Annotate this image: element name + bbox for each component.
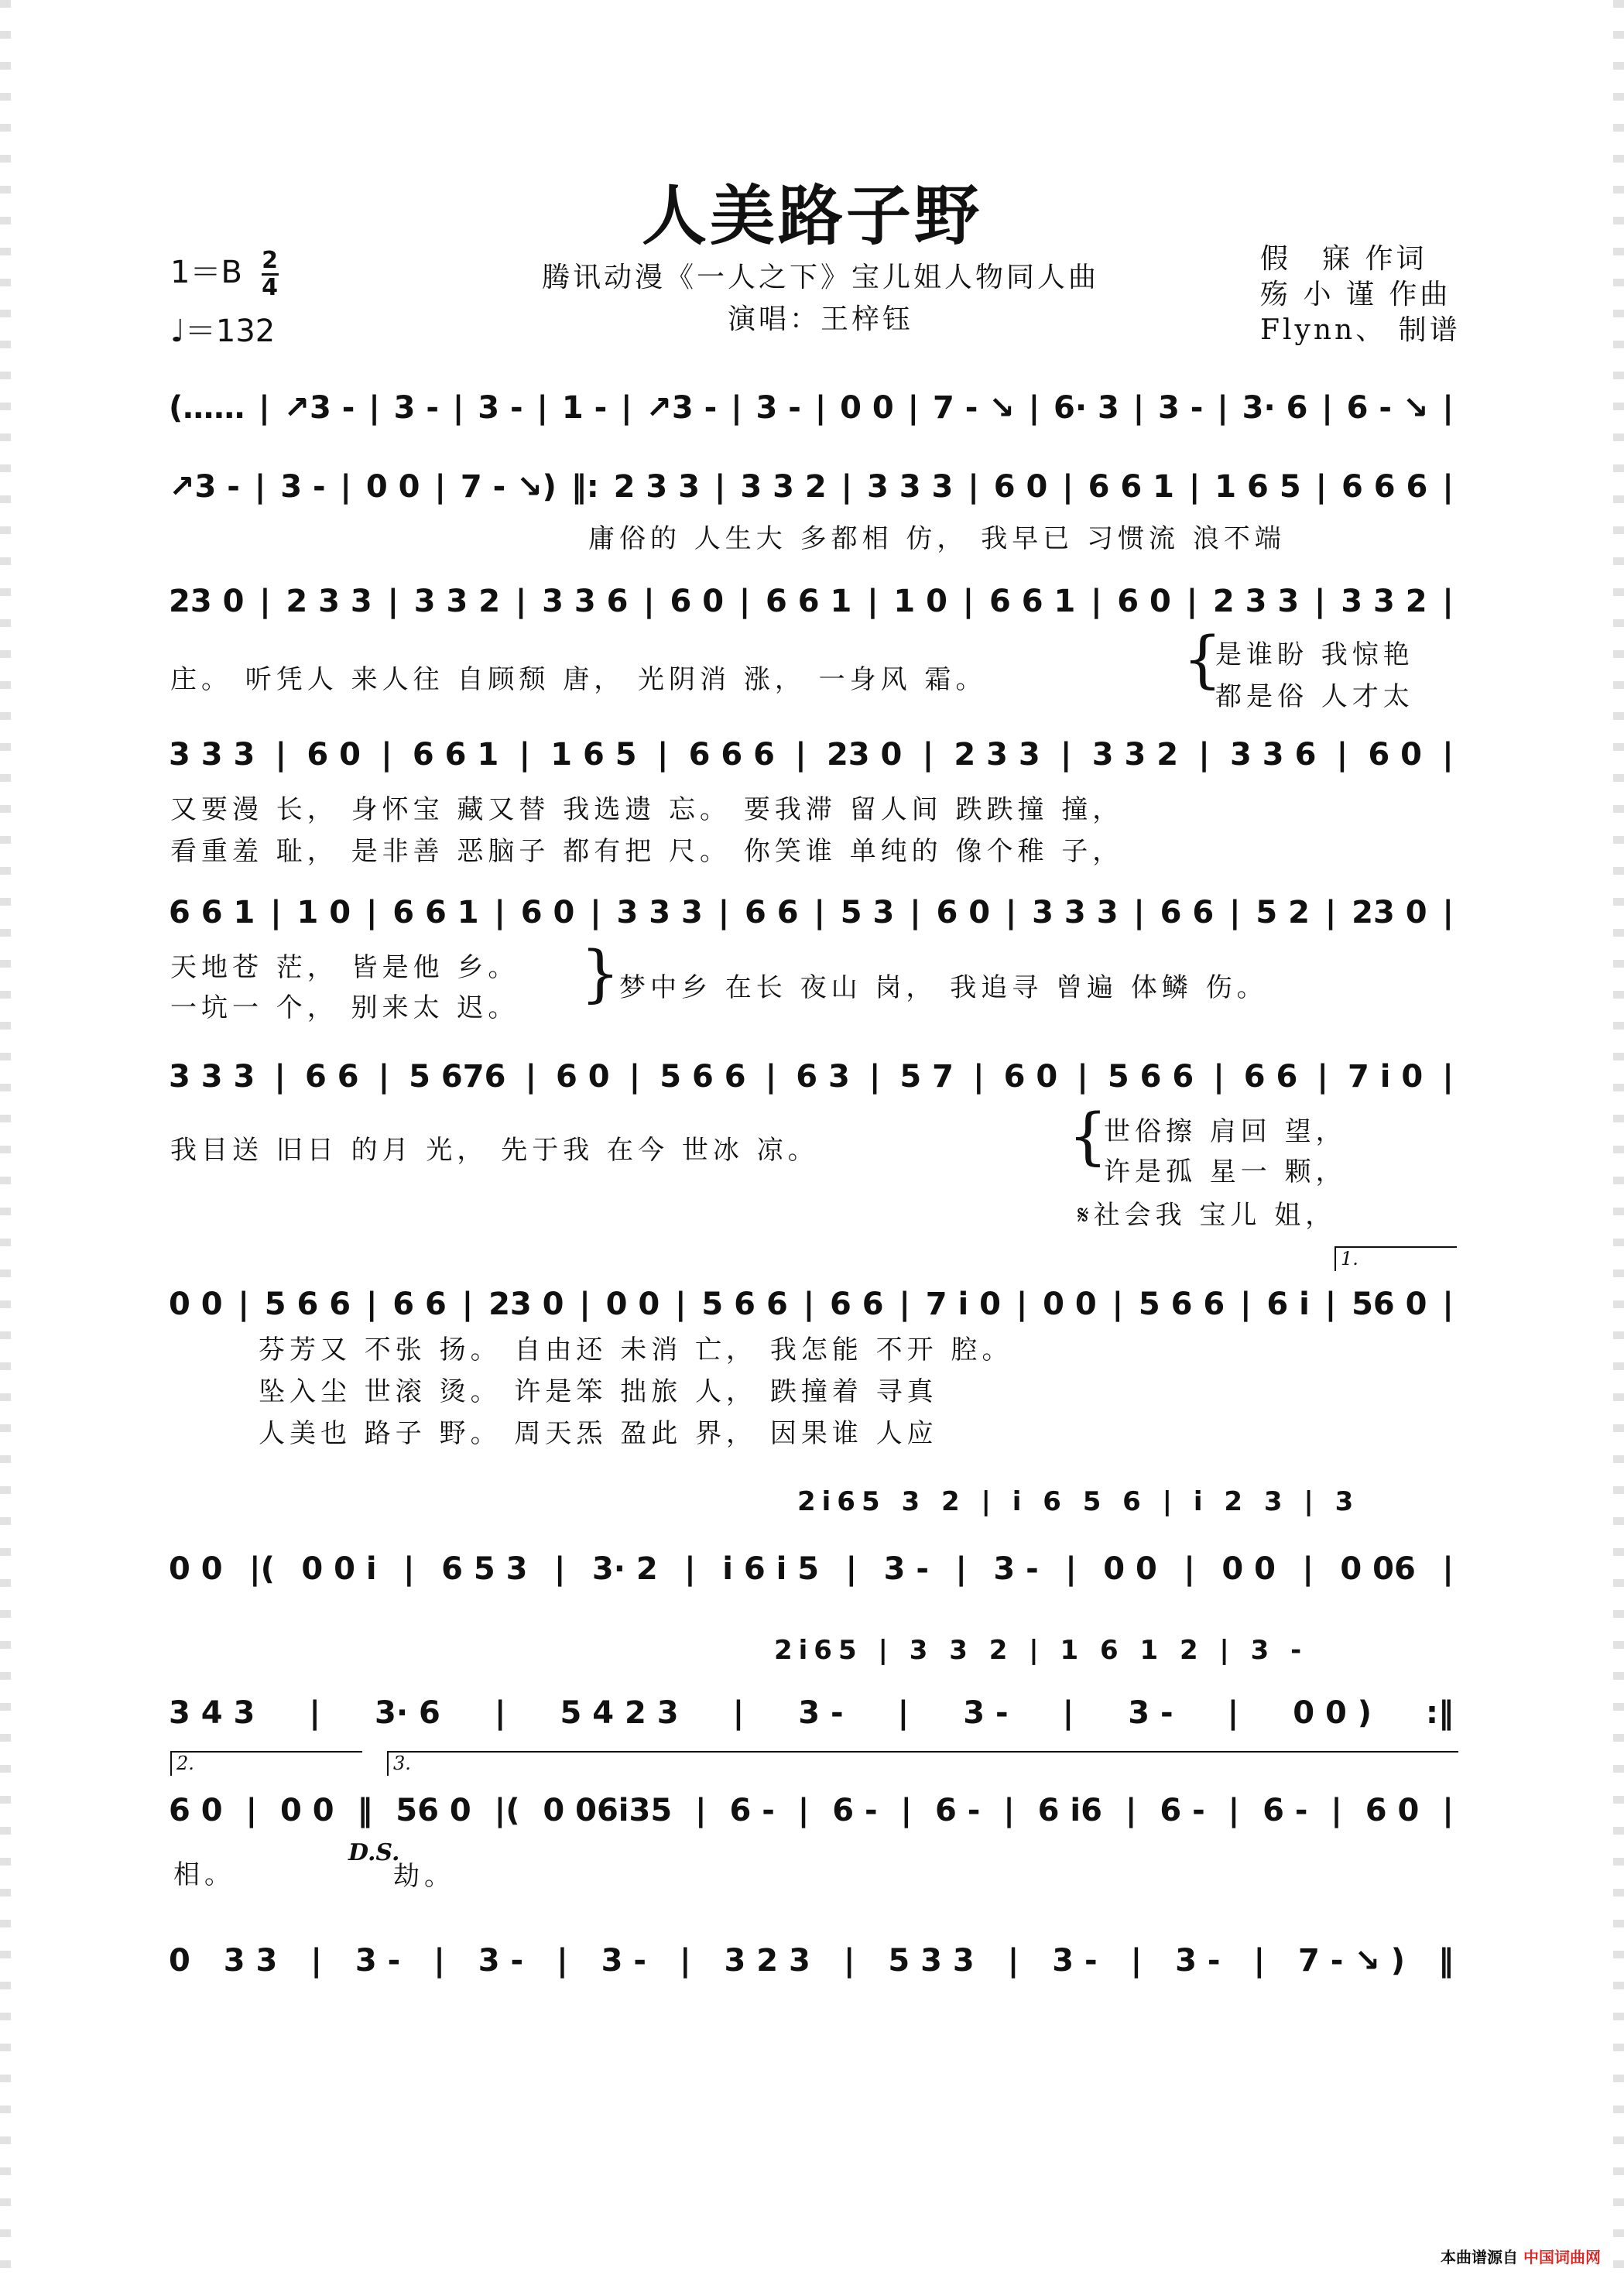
note-group: 6 6 1 (392, 895, 479, 930)
note-group: 6 6 1 (1088, 469, 1174, 505)
note-group: 3 3 3 (616, 895, 703, 930)
barline: | (731, 390, 742, 426)
note-group: 3 - (1175, 1943, 1221, 1979)
barline: | (1125, 1793, 1137, 1828)
note-group: 0 0 (169, 1287, 223, 1322)
barline: | (340, 469, 352, 505)
barline: | (1442, 1793, 1454, 1828)
barline: | (387, 584, 399, 619)
barline: | (973, 1059, 985, 1095)
note-group: 23 0 (488, 1287, 564, 1322)
music-row-1 (169, 381, 1454, 435)
note-group: 5 6 6 (1107, 1059, 1194, 1095)
barline: | (553, 1551, 566, 1587)
barline: | (519, 737, 531, 773)
note-group: 6 0 (169, 1793, 223, 1828)
note-group: 6 3 (796, 1059, 850, 1095)
note-group: 3 3 6 (542, 584, 629, 619)
barline: | (1324, 1287, 1337, 1322)
barline: | (869, 1059, 881, 1095)
note-group: 6 - ↘ (1346, 390, 1429, 426)
barline: | (1090, 584, 1102, 619)
barline: | (955, 1551, 967, 1587)
barline: | (494, 1695, 506, 1731)
barline: | (270, 895, 282, 930)
music-row-2 (169, 460, 1454, 514)
barline: | (1060, 737, 1072, 773)
time-signature-bottom: 4 (262, 273, 279, 301)
note-group: 6 6 (744, 895, 799, 930)
note-group: 1 - (561, 390, 608, 426)
note-group: 5 4 2 3 (560, 1695, 679, 1731)
note-group: 3 3 6 (1230, 737, 1317, 773)
barline: | (434, 469, 446, 505)
barline: | (1331, 1793, 1342, 1828)
barline: | (841, 469, 853, 505)
note-group: 0 0 (1103, 1551, 1157, 1587)
verse-bracket: } (581, 937, 620, 1009)
note-group: 3 - (1128, 1695, 1173, 1731)
note-group: 6 - (934, 1793, 981, 1828)
left-margin-watermark (0, 0, 11, 2282)
note-group: 3 - (478, 1943, 524, 1979)
barline: | (1184, 1551, 1195, 1587)
barline: | (310, 1943, 322, 1979)
barline: | (803, 1287, 815, 1322)
volta-3: 3. (387, 1751, 1458, 1776)
note-group: 3 - (478, 390, 523, 426)
note-group: 6 0 (1003, 1059, 1058, 1095)
note-group: 6 6 1 (988, 584, 1076, 619)
barline: | (695, 1793, 707, 1828)
note-group: 6 6 (304, 1059, 359, 1095)
barline: | (765, 1059, 777, 1095)
barline: | (238, 1287, 249, 1322)
barline: | (738, 584, 751, 619)
right-margin-watermark (1613, 0, 1624, 2282)
music-row-9 (169, 1686, 1454, 1740)
note-group: 0 (169, 1943, 190, 1979)
tempo-mark: ♩＝132 (170, 314, 276, 349)
note-group: 1 6 5 (550, 737, 637, 773)
note-group: 5 676 (409, 1059, 506, 1095)
note-group: 23 0 (826, 737, 903, 773)
note-group: 3 - (355, 1943, 401, 1979)
music-row-8 (169, 1542, 1454, 1596)
note-group: 6 - (729, 1793, 775, 1828)
note-group: 56 0 (1352, 1287, 1427, 1322)
time-signature-top: 2 (262, 246, 279, 274)
note-group: 7 - ↘ ) (1298, 1943, 1406, 1979)
note-group: 6 0 (1368, 737, 1422, 773)
note-group: 6 0 (993, 469, 1048, 505)
barline: | (845, 1551, 858, 1587)
barline: |( (494, 1793, 520, 1828)
barline: | (579, 1287, 591, 1322)
note-group: 0 0 ) (1293, 1695, 1372, 1731)
barline: | (843, 1943, 855, 1979)
key-time-signature (170, 248, 279, 299)
note-group: 6 - (1263, 1793, 1308, 1828)
barline: | (1132, 390, 1145, 426)
note-group: 3 3 3 (169, 1059, 255, 1095)
lyric-line: 许是孤 星一 颗， (1104, 1156, 1347, 1187)
note-group: 56 0 (396, 1793, 471, 1828)
barline: | (1442, 737, 1454, 773)
barline: | (968, 469, 979, 505)
note-group: 6 6 1 (766, 584, 852, 619)
segno-lyric-line: 𝄋社会我 宝儿 姐， (1078, 1200, 1337, 1231)
note-group: 0 0 i (301, 1551, 377, 1587)
barline: | (1065, 1551, 1077, 1587)
performer: 演唱：王梓钰 (728, 303, 914, 335)
note-group: 1 0 (893, 584, 947, 619)
barline: | (1442, 390, 1454, 426)
barline: | (378, 1059, 390, 1095)
barline: | (1442, 584, 1454, 619)
barline: | (275, 737, 287, 773)
note-group: 23 0 (169, 584, 245, 619)
music-row-6 (169, 1050, 1454, 1104)
note-group: 5 6 6 (660, 1059, 746, 1095)
barline: | (679, 1943, 691, 1979)
barline: | (461, 1287, 474, 1322)
note-group: 0 0 (840, 390, 894, 426)
verse-bracket: { (1183, 623, 1222, 695)
volta-2: 2. (170, 1751, 362, 1776)
barline: | (1336, 737, 1348, 773)
composer-credit: 殇 小 谨 作曲 (1260, 279, 1451, 310)
note-group: 3· 2 (591, 1551, 658, 1587)
barline: | (718, 895, 730, 930)
note-group: 5 2 (1256, 895, 1310, 930)
note-group: 6 0 (1365, 1793, 1420, 1828)
barline: | (1028, 390, 1040, 426)
note-group: 6 i (1266, 1287, 1310, 1322)
barline: | (907, 390, 920, 426)
barline: | (381, 737, 392, 773)
barline: | (259, 390, 270, 426)
barline: | (452, 390, 464, 426)
barline: | (1324, 895, 1337, 930)
key-signature: 1＝B (170, 255, 242, 290)
note-group: 5 7 (899, 1059, 954, 1095)
note-group: i 6 i 5 (722, 1551, 820, 1587)
note-group: 3 - (993, 1551, 1039, 1587)
barline: | (732, 1695, 745, 1731)
lyric-line: 看重羞 耻， 是非善 恶脑子 都有把 尺。 你笑谁 单纯的 像个稚 子， (170, 836, 1124, 867)
note-group: 3 - (1052, 1943, 1098, 1979)
verse-bracket: { (1068, 1100, 1108, 1172)
barline: | (1227, 1695, 1239, 1731)
note-group: 3 3 2 (740, 469, 827, 505)
note-group: 6· 3 (1053, 390, 1119, 426)
note-group: 3 3 2 (1091, 737, 1179, 773)
note-group: 3 - (393, 390, 439, 426)
barline: | (797, 1793, 810, 1828)
note-group: ↗3 - (283, 390, 355, 426)
barline: ‖ (1438, 1943, 1454, 1979)
note-group: 6 i6 (1037, 1793, 1102, 1828)
note-group: 6 6 (1160, 895, 1215, 930)
note-group: 5 6 6 (1138, 1287, 1225, 1322)
note-group: ↗3 - (169, 469, 240, 505)
barline: | (1007, 1943, 1019, 1979)
note-group: 6 6 1 (412, 737, 499, 773)
note-group: 0 0 (169, 1551, 223, 1587)
note-group: ↗3 - (646, 390, 718, 426)
note-group: 6 0 (670, 584, 725, 619)
note-group: 3· 6 (375, 1695, 440, 1731)
barline: | (1003, 1793, 1015, 1828)
note-group: 5 6 6 (701, 1287, 788, 1322)
barline: | (1186, 584, 1198, 619)
footer-source-label: 本曲谱源自 (1441, 2248, 1519, 2267)
note-group: 6 0 (556, 1059, 610, 1095)
music-row-5 (169, 886, 1454, 940)
note-group: 7 i 0 (925, 1287, 1001, 1322)
note-group: 0 0 (1043, 1287, 1097, 1322)
barline: | (795, 737, 807, 773)
note-group: 0 0 (279, 1793, 334, 1828)
lyric-line: 梦中乡 在长 夜山 岗， 我追寻 曾遍 体鳞 伤。 (619, 972, 1268, 1003)
note-group: 2 3 3 (613, 469, 700, 505)
note-group: 3 - (755, 390, 801, 426)
barline: | (245, 1793, 258, 1828)
note-group: 0 0 (365, 469, 420, 505)
barline: | (643, 584, 655, 619)
time-signature (262, 246, 279, 301)
barline: | (254, 469, 266, 505)
note-group: 1 0 (296, 895, 351, 930)
note-group: (…… (169, 390, 245, 426)
barline: | (814, 390, 827, 426)
barline: | (368, 390, 380, 426)
barline: | (1442, 895, 1454, 930)
ossia-line-2: 2i65 | 3 3 2 | 1 6 1 2 | 3 - (774, 1635, 1308, 1666)
note-group: 0 0 (605, 1287, 660, 1322)
note-group: 3 - (963, 1695, 1009, 1731)
note-group: 6 0 (936, 895, 991, 930)
note-group: 0 06i35 (543, 1793, 673, 1828)
barline: | (309, 1695, 320, 1731)
note-group: 0 06 (1340, 1551, 1416, 1587)
note-group: 6 - (1160, 1793, 1205, 1828)
barline: | (365, 895, 378, 930)
volta-1: 1. (1334, 1246, 1457, 1271)
lyric-line: 都是俗 人才太 (1215, 681, 1414, 712)
ds-mark: D.S. (348, 1839, 400, 1866)
note-group: 6 6 (829, 1287, 884, 1322)
barline: | (900, 1793, 913, 1828)
barline: | (1213, 1059, 1225, 1095)
barline: | (557, 1943, 568, 1979)
note-group: 6 6 6 (688, 737, 775, 773)
lyric-line: 劫。 (393, 1861, 455, 1892)
note-group: 3 3 3 (867, 469, 954, 505)
barline: | (1016, 1287, 1028, 1322)
music-row-10 (169, 1783, 1454, 1838)
barline: | (1229, 895, 1241, 930)
barline: | (620, 390, 632, 426)
note-group: 6 0 (307, 737, 361, 773)
barline: | (1317, 1059, 1328, 1095)
note-group: 3 4 3 (169, 1695, 255, 1731)
lyric-line: 一坑一 个， 别来太 迟。 (170, 992, 519, 1023)
note-group: 6 6 (392, 1287, 447, 1322)
note-group: 3 3 2 (413, 584, 501, 619)
note-group: 0 0 (1221, 1551, 1276, 1587)
subtitle: 腾讯动漫《一人之下》宝儿姐人物同人曲 (542, 262, 1100, 293)
note-group: 3 - (280, 469, 326, 505)
barline: :‖ (1426, 1695, 1454, 1731)
barline: | (675, 1287, 687, 1322)
barline: | (1228, 1793, 1240, 1828)
note-group: 3 3 3 (169, 737, 255, 773)
barline: | (515, 584, 527, 619)
barline: | (1442, 469, 1454, 505)
barline: | (922, 737, 934, 773)
barline: ‖ (357, 1793, 373, 1828)
note-group: 6 6 6 (1341, 469, 1428, 505)
barline: | (1112, 1287, 1124, 1322)
note-group: 3 3 (223, 1943, 278, 1979)
barline: | (1240, 1287, 1252, 1322)
barline: | (1005, 895, 1017, 930)
lyric-line: 庸俗的 人生大 多都相 仿， 我早已 习惯流 浪不端 (588, 523, 1286, 554)
barline: | (1442, 1551, 1454, 1587)
music-row-4 (169, 728, 1454, 782)
note-group: 6 0 (1117, 584, 1171, 619)
footer-site-name: 中国词曲网 (1523, 2248, 1601, 2267)
song-title: 人美路子野 (641, 177, 982, 254)
barline: | (590, 895, 601, 930)
barline: |( (249, 1551, 275, 1587)
barline: | (1315, 469, 1328, 505)
barline: | (1130, 1943, 1143, 1979)
note-group: 2 3 3 (1212, 584, 1300, 619)
note-group: 6 - (832, 1793, 878, 1828)
barline: | (1133, 895, 1145, 930)
barline: | (274, 1059, 286, 1095)
barline: | (494, 895, 505, 930)
barline: | (1442, 1059, 1454, 1095)
barline: | (910, 895, 921, 930)
barline: | (629, 1059, 641, 1095)
note-group: 3 - (1158, 390, 1204, 426)
barline: | (1321, 390, 1333, 426)
barline: | (1314, 584, 1326, 619)
note-group: 5 3 (840, 895, 895, 930)
barline: | (656, 737, 669, 773)
barline: | (814, 895, 825, 930)
note-group: 3· 6 (1242, 390, 1308, 426)
note-group: 2 3 3 (286, 584, 372, 619)
note-group: 3 3 3 (1032, 895, 1119, 930)
barline: | (1217, 390, 1228, 426)
barline: | (1077, 1059, 1088, 1095)
note-group: 6 5 3 (441, 1551, 528, 1587)
lyric-line: 又要漫 长， 身怀宝 藏又替 我选遗 忘。 要我滞 留人间 跌跌撞 撞， (170, 794, 1124, 825)
ossia-line-1: 2i65 3 2 | i 6 5 6 | i 2 3 | 3 (797, 1486, 1360, 1517)
note-group: 3 - (798, 1695, 844, 1731)
lyricist-credit: 假 寐 作词 (1260, 243, 1427, 275)
note-group: 6 6 (1243, 1059, 1298, 1095)
music-row-11 (169, 1934, 1454, 1988)
barline: | (897, 1695, 910, 1731)
lyric-line: 是谁盼 我惊艳 (1215, 639, 1414, 670)
lyric-line: 芬芳又 不张 扬。 自由还 未消 亡， 我怎能 不开 腔。 (259, 1335, 1013, 1365)
barline: | (1188, 469, 1201, 505)
barline: | (1062, 469, 1074, 505)
barline: | (1198, 737, 1210, 773)
music-row-3 (169, 574, 1454, 629)
lyric-line: 天地苍 茫， 皆是他 乡。 (170, 952, 519, 983)
note-group: 1 6 5 (1215, 469, 1301, 505)
lyric-line: 坠入尘 世滚 烫。 许是笨 拙旅 人， 跌撞着 寻真 (259, 1376, 938, 1407)
note-group: 6 0 (520, 895, 575, 930)
barline: | (403, 1551, 415, 1587)
note-group: 3 2 3 (724, 1943, 810, 1979)
lyric-line: 人美也 路子 野。 周天炁 盈此 界， 因果谁 人应 (259, 1418, 938, 1449)
lyric-line: 我目送 旧日 的月 光， 先于我 在今 世冰 凉。 (170, 1135, 819, 1166)
barline: | (1253, 1943, 1266, 1979)
barline: | (1302, 1551, 1314, 1587)
note-group: 23 0 (1352, 895, 1427, 930)
lyric-line: 相。 (173, 1859, 235, 1890)
barline: | (433, 1943, 445, 1979)
arranger-credit: Flynn、 制谱 (1260, 314, 1461, 346)
barline: | (1062, 1695, 1074, 1731)
barline: | (962, 584, 975, 619)
note-group: 3 - (883, 1551, 929, 1587)
music-row-7 (169, 1277, 1454, 1331)
note-group: 3 - (601, 1943, 647, 1979)
barline: | (899, 1287, 910, 1322)
note-group: 3 3 2 (1341, 584, 1427, 619)
lyric-line: 世俗擦 肩回 望， (1104, 1116, 1347, 1147)
barline: | (1442, 1287, 1454, 1322)
barline: | (525, 1059, 537, 1095)
note-group: 5 3 3 (888, 1943, 975, 1979)
barline: ‖: (570, 469, 599, 505)
note-group: 2 3 3 (954, 737, 1040, 773)
note-group: 7 i 0 (1348, 1059, 1424, 1095)
barline: | (365, 1287, 378, 1322)
barline: | (536, 390, 548, 426)
note-group: 7 - ↘ (932, 390, 1015, 426)
note-group: 7 - ↘) (460, 469, 557, 505)
barline: | (867, 584, 879, 619)
barline: | (714, 469, 726, 505)
barline: | (684, 1551, 696, 1587)
note-group: 5 6 6 (264, 1287, 351, 1322)
source-footer (1441, 2245, 1601, 2267)
note-group: 6 6 1 (169, 895, 255, 930)
lyric-line: 庄。 听凭人 来人往 自顾颓 唐， 光阴消 涨， 一身风 霜。 (170, 664, 987, 695)
barline: | (259, 584, 271, 619)
